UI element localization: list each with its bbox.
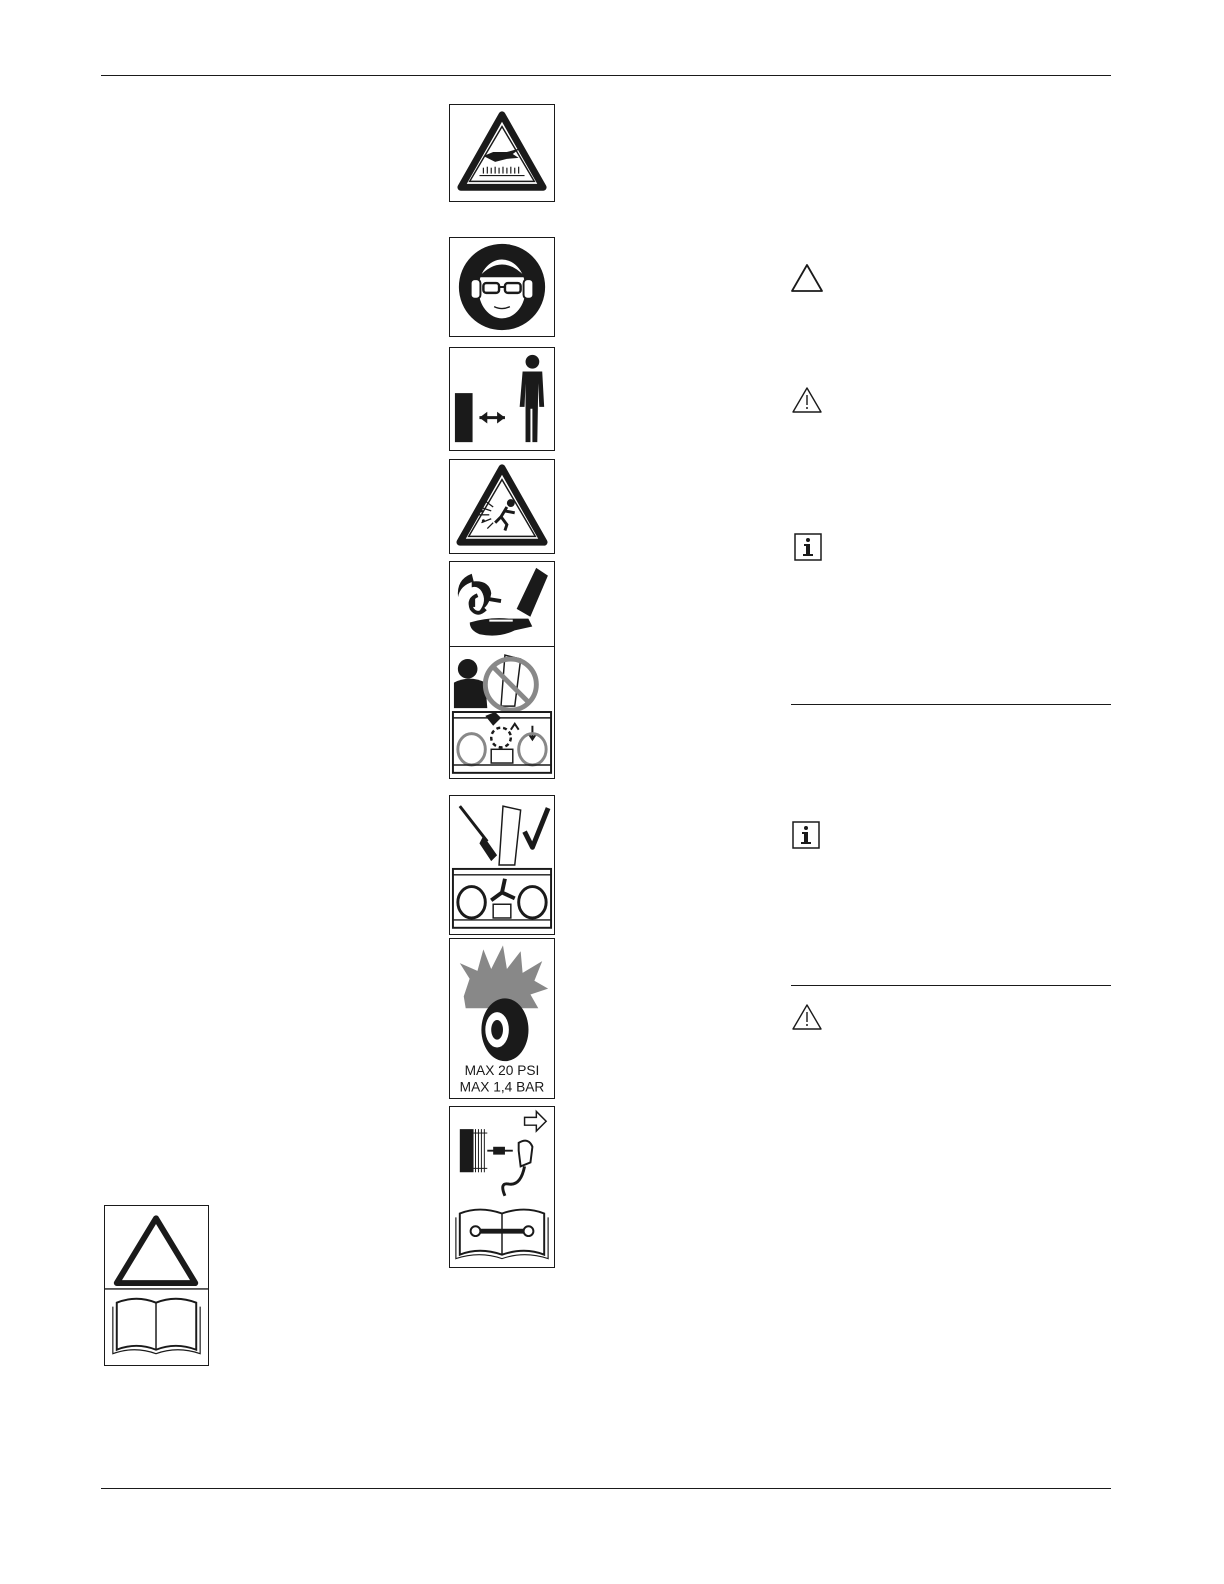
read-manual-warning-icon: [104, 1205, 209, 1366]
info-icon: [794, 533, 822, 561]
tire-pressure-psi-label: MAX 20 PSI: [464, 1062, 540, 1078]
clear-chute-with-tool-icon: [449, 795, 555, 935]
thrown-objects-warning-icon: [449, 459, 555, 554]
section-rule-1: [791, 704, 1111, 705]
caution-triangle-icon: [790, 263, 824, 293]
tire-pressure-bar-label: MAX 1,4 BAR: [459, 1079, 545, 1095]
footer-rule: [101, 1488, 1111, 1489]
section-rule-2: [791, 985, 1111, 986]
keep-distance-icon: [449, 347, 555, 451]
disconnect-spark-plug-service-icon: [449, 1106, 555, 1268]
header-rule: [101, 75, 1111, 76]
no-hands-in-chute-icon: [449, 646, 555, 779]
hot-surface-warning-icon: [449, 104, 555, 202]
warning-triangle-icon: [791, 1003, 823, 1031]
rotating-auger-hand-hazard-icon: [449, 561, 555, 647]
info-icon: [792, 821, 820, 849]
tire-explosion-icon: [449, 938, 555, 1099]
eye-ear-protection-icon: [449, 237, 555, 337]
warning-triangle-icon: [791, 386, 823, 414]
